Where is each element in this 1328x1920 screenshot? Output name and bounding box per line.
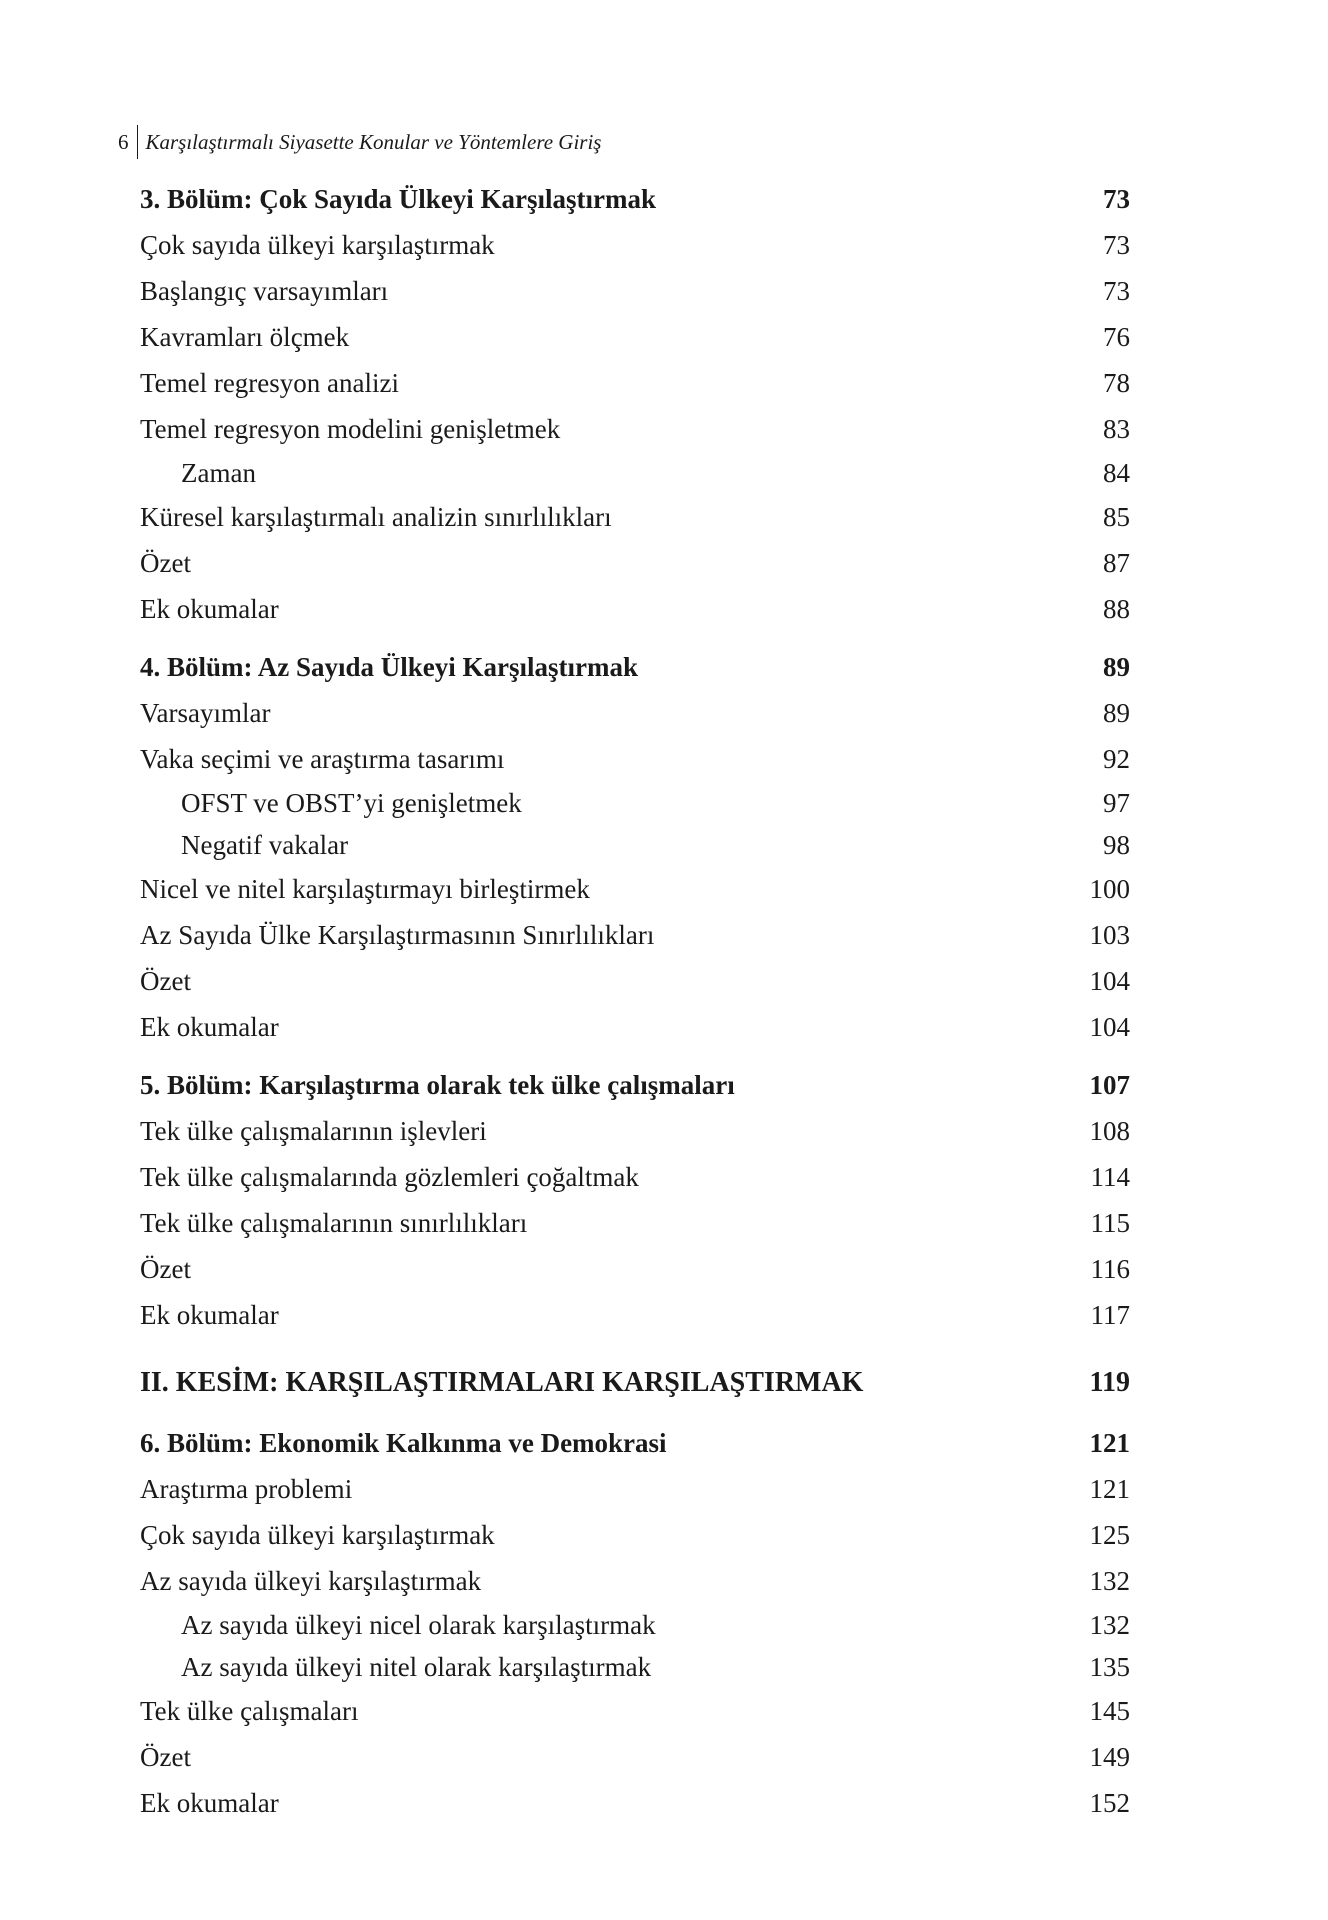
toc-entry-title: Vaka seçimi ve araştırma tasarımı — [140, 744, 505, 774]
toc-entry-title: 5. Bölüm: Karşılaştırma olarak tek ülke çalışmaları — [140, 1070, 735, 1100]
toc-entry-title: Negatif vakalar — [181, 830, 349, 860]
toc-entry-title: Az sayıda ülkeyi nitel olarak karşılaştırmak — [181, 1652, 652, 1682]
toc-entry — [140, 912, 1130, 958]
toc-entry-page: 115 — [1090, 1208, 1130, 1238]
toc-entry — [140, 690, 1130, 736]
toc-entry-title: Kavramları ölçmek — [140, 322, 350, 352]
toc-entry-title: Zaman — [181, 458, 256, 488]
toc-entry — [140, 222, 1130, 268]
toc-entry-page: 152 — [1089, 1788, 1130, 1818]
toc-entry-title: Özet — [140, 548, 191, 578]
toc-entry — [140, 1062, 1130, 1108]
toc-entry-title: OFST ve OBST’yi genişletmek — [181, 788, 522, 818]
toc-entry-page: 87 — [1103, 548, 1130, 578]
toc-entry-title: Az Sayıda Ülke Karşılaştırmasının Sınırlılıkları — [140, 920, 655, 950]
toc-entry — [140, 268, 1130, 314]
toc-entry — [140, 644, 1130, 690]
toc-entry — [140, 1558, 1130, 1604]
toc-entry-page: 103 — [1089, 920, 1130, 950]
toc-entry-page: 84 — [1103, 458, 1130, 488]
toc-entry-title: Temel regresyon modelini genişletmek — [140, 414, 561, 444]
toc-entry-page: 121 — [1089, 1428, 1130, 1458]
toc-entry-title: 4. Bölüm: Az Sayıda Ülkeyi Karşılaştırmak — [140, 652, 639, 682]
toc-entry-page: 132 — [1089, 1610, 1130, 1640]
toc-entry-page: 145 — [1089, 1696, 1130, 1726]
toc-entry-title: Ek okumalar — [140, 1788, 279, 1818]
toc-entry — [140, 1154, 1130, 1200]
toc-entry-page: 73 — [1103, 230, 1130, 260]
toc-entry — [140, 866, 1130, 912]
toc-entry-title: Küresel karşılaştırmalı analizin sınırlılıkları — [140, 502, 612, 532]
toc-entry-page: 73 — [1103, 276, 1130, 306]
toc-entry-title: Özet — [140, 1742, 191, 1772]
toc-entry — [140, 494, 1130, 540]
toc-entry-title: II. KESİM: KARŞILAŞTIRMALARI KARŞILAŞTIRMAK — [140, 1367, 864, 1398]
toc-entry-title: 3. Bölüm: Çok Sayıda Ülkeyi Karşılaştırmak — [140, 184, 657, 214]
toc-entry-page: 78 — [1103, 368, 1130, 398]
toc-entry-page: 149 — [1089, 1742, 1130, 1772]
toc-entry-page: 83 — [1103, 414, 1130, 444]
toc-entry — [140, 360, 1130, 406]
toc-entry — [140, 1004, 1130, 1050]
toc-entry-page: 107 — [1089, 1070, 1130, 1100]
toc-entry-page: 104 — [1089, 1012, 1130, 1042]
toc-entry-title: Nicel ve nitel karşılaştırmayı birleştirmek — [140, 874, 590, 904]
toc-entry — [140, 958, 1130, 1004]
toc-entry — [140, 1466, 1130, 1512]
table-of-contents — [140, 176, 1130, 1826]
toc-entry-page: 98 — [1103, 830, 1130, 860]
toc-entry-title: Ek okumalar — [140, 1300, 279, 1330]
toc-entry-title: Varsayımlar — [140, 698, 271, 728]
toc-entry — [140, 782, 1130, 824]
toc-entry-title: Tek ülke çalışmalarının sınırlılıkları — [140, 1208, 528, 1238]
toc-entry-title: Çok sayıda ülkeyi karşılaştırmak — [140, 230, 495, 260]
toc-entry-title: Tek ülke çalışmaları — [140, 1696, 359, 1726]
toc-entry-title: 6. Bölüm: Ekonomik Kalkınma ve Demokrasi — [140, 1428, 667, 1458]
toc-entry-title: Özet — [140, 1254, 191, 1284]
toc-entry-page: 119 — [1089, 1367, 1130, 1398]
toc-entry-title: Çok sayıda ülkeyi karşılaştırmak — [140, 1520, 495, 1550]
toc-entry — [140, 314, 1130, 360]
toc-entry-title: Az sayıda ülkeyi nicel olarak karşılaştırmak — [181, 1610, 656, 1640]
toc-entry-title: Temel regresyon analizi — [140, 368, 399, 398]
toc-entry-title: Araştırma problemi — [140, 1474, 353, 1504]
toc-entry — [140, 736, 1130, 782]
toc-entry-title: Özet — [140, 966, 191, 996]
toc-entry-page: 116 — [1090, 1254, 1130, 1284]
toc-entry — [140, 1200, 1130, 1246]
toc-entry-page: 125 — [1089, 1520, 1130, 1550]
toc-entry-page: 104 — [1089, 966, 1130, 996]
toc-entry-page: 117 — [1090, 1300, 1130, 1330]
toc-entry — [140, 1688, 1130, 1734]
toc-entry — [140, 1358, 1130, 1408]
toc-entry — [140, 1646, 1130, 1688]
page-number: 6 — [118, 129, 129, 154]
toc-entry — [140, 1292, 1130, 1338]
toc-entry — [140, 1108, 1130, 1154]
toc-entry-page: 108 — [1089, 1116, 1130, 1146]
toc-entry — [140, 1246, 1130, 1292]
toc-entry — [140, 824, 1130, 866]
toc-entry-page: 114 — [1090, 1162, 1130, 1192]
toc-entry-title: Ek okumalar — [140, 594, 279, 624]
toc-entry-page: 92 — [1103, 744, 1130, 774]
toc-entry-title: Az sayıda ülkeyi karşılaştırmak — [140, 1566, 482, 1596]
toc-entry — [140, 1420, 1130, 1466]
toc-entry-page: 89 — [1103, 698, 1130, 728]
toc-entry-page: 97 — [1103, 788, 1130, 818]
toc-entry-page: 85 — [1103, 502, 1130, 532]
toc-entry — [140, 176, 1130, 222]
running-title: Karşılaştırmalı Siyasette Konular ve Yöntemlere Giriş — [145, 129, 602, 154]
toc-entry-title: Tek ülke çalışmalarında gözlemleri çoğaltmak — [140, 1162, 639, 1192]
toc-entry — [140, 452, 1130, 494]
toc-entry-title: Başlangıç varsayımları — [140, 276, 389, 306]
running-head — [118, 126, 601, 158]
toc-entry-page: 135 — [1089, 1652, 1130, 1682]
toc-entry — [140, 540, 1130, 586]
toc-entry — [140, 586, 1130, 632]
toc-entry-page: 73 — [1103, 184, 1130, 214]
toc-entry-page: 121 — [1089, 1474, 1130, 1504]
toc-entry — [140, 1604, 1130, 1646]
toc-entry — [140, 1512, 1130, 1558]
toc-entry-page: 76 — [1103, 322, 1130, 352]
toc-entry-title: Ek okumalar — [140, 1012, 279, 1042]
toc-entry-title: Tek ülke çalışmalarının işlevleri — [140, 1116, 487, 1146]
toc-entry — [140, 406, 1130, 452]
toc-entry — [140, 1734, 1130, 1780]
toc-entry — [140, 1780, 1130, 1826]
toc-entry-page: 132 — [1089, 1566, 1130, 1596]
toc-entry-page: 100 — [1089, 874, 1130, 904]
toc-entry-page: 89 — [1103, 652, 1130, 682]
toc-entry-page: 88 — [1103, 594, 1130, 624]
header-divider — [137, 125, 138, 159]
